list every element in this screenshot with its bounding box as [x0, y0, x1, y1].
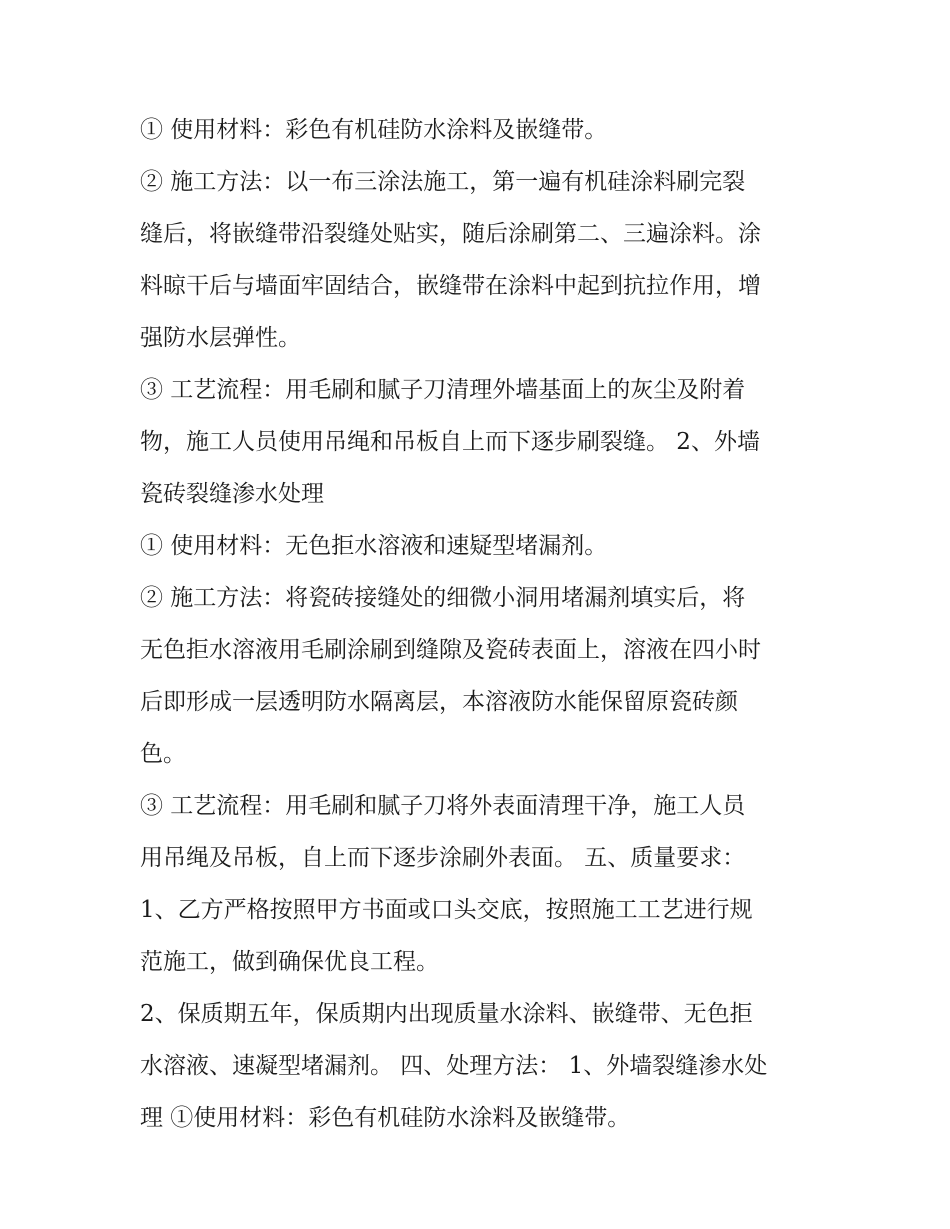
- text-line: 范施工，做到确保优良工程。: [140, 949, 439, 975]
- text-line: ③ 工艺流程：用毛刷和腻子刀清理外墙基面上的灰尘及附着: [140, 377, 746, 403]
- text-line: 1、乙方严格按照甲方书面或口头交底，按照施工工艺进行规: [140, 897, 753, 923]
- text-line: ① 使用材料：无色拒水溶液和速疑型堵漏剂。: [140, 533, 608, 559]
- text-line: ③ 工艺流程：用毛刷和腻子刀将外表面清理干净，施工人员: [140, 793, 746, 819]
- text-line: 色。: [140, 741, 186, 767]
- text-line: 料晾干后与墙面牢固结合，嵌缝带在涂料中起到抗拉作用，增: [140, 273, 761, 299]
- text-line: 后即形成一层透明防水隔离层，本溶液防水能保留原瓷砖颜: [140, 689, 738, 715]
- text-line: 缝后，将嵌缝带沿裂缝处贴实，随后涂刷第二、三遍涂料。涂: [140, 221, 761, 247]
- text-line: ② 施工方法：以一布三涂法施工，第一遍有机硅涂料刷完裂: [140, 169, 746, 195]
- text-line: 用吊绳及吊板，自上而下逐步涂刷外表面。 五、质量要求：: [140, 845, 746, 871]
- text-line: 水溶液、速凝型堵漏剂。 四、处理方法： 1、外墙裂缝渗水处: [140, 1053, 768, 1079]
- document-body: [140, 104, 820, 1144]
- text-line: 2、保质期五年，保质期内出现质量水涂料、嵌缝带、无色拒: [140, 1001, 753, 1027]
- text-line: 物，施工人员使用吊绳和吊板自上而下逐步刷裂缝。 2、外墙: [140, 429, 760, 455]
- text-line: 强防水层弹性。: [140, 325, 301, 351]
- text-line: 无色拒水溶液用毛刷涂刷到缝隙及瓷砖表面上，溶液在四小时: [140, 637, 761, 663]
- text-line: 理 ①使用材料：彩色有机硅防水涂料及嵌缝带。: [140, 1105, 631, 1131]
- text-line: 瓷砖裂缝渗水处理: [140, 481, 324, 507]
- text-line: ② 施工方法：将瓷砖接缝处的细微小洞用堵漏剂填实后，将: [140, 585, 746, 611]
- text-line: ① 使用材料：彩色有机硅防水涂料及嵌缝带。: [140, 117, 608, 143]
